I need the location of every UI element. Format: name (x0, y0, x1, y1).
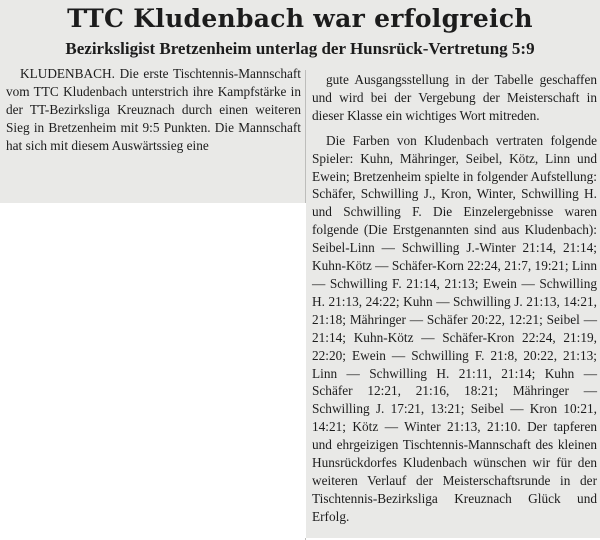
article-paragraph: KLUDENBACH. Die erste Tischtennis-Mannschaft vom TTC Kludenbach unterstrich ihre Kampfstärke in der TT-Bezirksliga Kreuznach durch einen weiteren Sieg in Bretzenheim mit 9:5 Punkten. Die Mannschaft hat sich mit diesem Auswärtssieg eine (6, 66, 301, 153)
blank-area (0, 203, 306, 538)
article-subheadline: Bezirksligist Bretzenheim unterlag der Hunsrück-Vertretung 5:9 (65, 39, 535, 58)
article-column-left (6, 65, 301, 155)
article-headline: TTC Kludenbach war erfolgreich (67, 4, 533, 33)
article-column-right (312, 71, 597, 526)
article-paragraph: gute Ausgangsstellung in der Tabelle geschaffen und wird bei der Vergebung der Meisterschaft in dieser Klasse ein wichtiges Wort mitreden. (312, 72, 597, 123)
article-paragraph: Die Farben von Kludenbach vertraten folgende Spieler: Kuhn, Mähringer, Seibel, Kötz, Linn und Ewein; Bretzenheim spielte in folgender Aufstellung: Schäfer, Schwilling J., Kron, Winter, Schwilling H. und Schwilling F. Die Einzelergebnisse waren folgende (Die Erstgenannten sind aus Kludenbach): Seibel-Linn — Schwilling J.-Winter 21:14, 21:14; Kuhn-Kötz — Schäfer-Korn 22:24, 21:7, 19:21; Linn — Schwilling F. 21:14, 21:13; Ewein — Schwilling H. 21:13, 24:22; Kuhn — Schwilling J. 21:13, 14:21, 21:18; Mähringer — Schäfer 20:22, 12:21; Seibel — 21:14; Kuhn-Kötz — Schäfer-Kron 22:24, 21:19, 22:20; Ewein — Schwilling F. 21:8, 20:22, 21:13; Linn — Schwilling H. 21:11, 21:14; Kuhn — Schäfer 12:21, 21:16, 18:21; Mähringer — Schwilling J. 17:21, 13:21; Seibel — Kron 10:21, 14:21; Kötz — Winter 21:13, 21:10. Der tapferen und ehrgeizigen Tischtennis-Mannschaft des kleinen Hunsrückdorfes Kludenbach wünschen wir für den weiteren Verlauf der Meisterschaftsrunde in der Tischtennis-Bezirksliga Kreuznach Glück und Erfolg. (312, 132, 597, 524)
